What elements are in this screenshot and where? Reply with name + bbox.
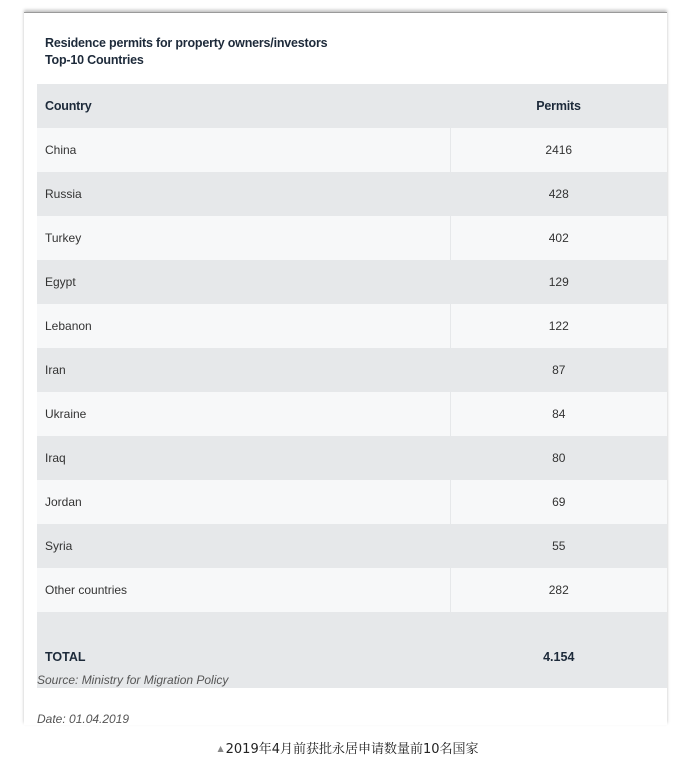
country-cell: Jordan [37, 480, 450, 524]
total-label: TOTAL [37, 612, 450, 688]
permits-cell: 129 [450, 260, 667, 304]
table-row [37, 568, 667, 612]
table-title: Residence permits for property owners/investors [45, 36, 328, 50]
country-cell: Lebanon [37, 304, 450, 348]
table-row [37, 172, 667, 216]
table-row [37, 480, 667, 524]
country-cell: Other countries [37, 568, 450, 612]
table-body [37, 128, 667, 612]
country-cell: Syria [37, 524, 450, 568]
caption-text: 2019年4月前获批永居申请数量前10名国家 [225, 742, 479, 757]
column-header-country: Country [37, 84, 450, 128]
table-row [37, 128, 667, 172]
total-value: 4.154 [450, 612, 667, 688]
table-row [37, 392, 667, 436]
table-screenshot [24, 12, 667, 725]
permits-cell: 80 [450, 436, 667, 480]
permits-cell: 69 [450, 480, 667, 524]
table-subtitle: Top-10 Countries [45, 53, 144, 67]
country-cell: Turkey [37, 216, 450, 260]
table-row [37, 348, 667, 392]
triangle-marker-icon: ▲ [217, 744, 224, 753]
country-cell: China [37, 128, 450, 172]
table-row [37, 436, 667, 480]
permits-cell: 402 [450, 216, 667, 260]
permits-cell: 55 [450, 524, 667, 568]
table-row [37, 216, 667, 260]
permits-cell: 282 [450, 568, 667, 612]
permits-cell: 87 [450, 348, 667, 392]
permits-cell: 84 [450, 392, 667, 436]
permits-cell: 2416 [450, 128, 667, 172]
country-cell: Iran [37, 348, 450, 392]
country-cell: Ukraine [37, 392, 450, 436]
table-title-block [45, 35, 327, 69]
table-row [37, 260, 667, 304]
source-note: Source: Ministry for Migration Policy [37, 673, 229, 687]
header-row [37, 84, 667, 128]
column-header-permits: Permits [450, 84, 667, 128]
table-row [37, 524, 667, 568]
table-row [37, 304, 667, 348]
permits-cell: 428 [450, 172, 667, 216]
permits-table [37, 84, 667, 688]
image-caption [0, 738, 696, 757]
country-cell: Egypt [37, 260, 450, 304]
permits-cell: 122 [450, 304, 667, 348]
date-note: Date: 01.04.2019 [37, 712, 130, 725]
country-cell: Russia [37, 172, 450, 216]
country-cell: Iraq [37, 436, 450, 480]
